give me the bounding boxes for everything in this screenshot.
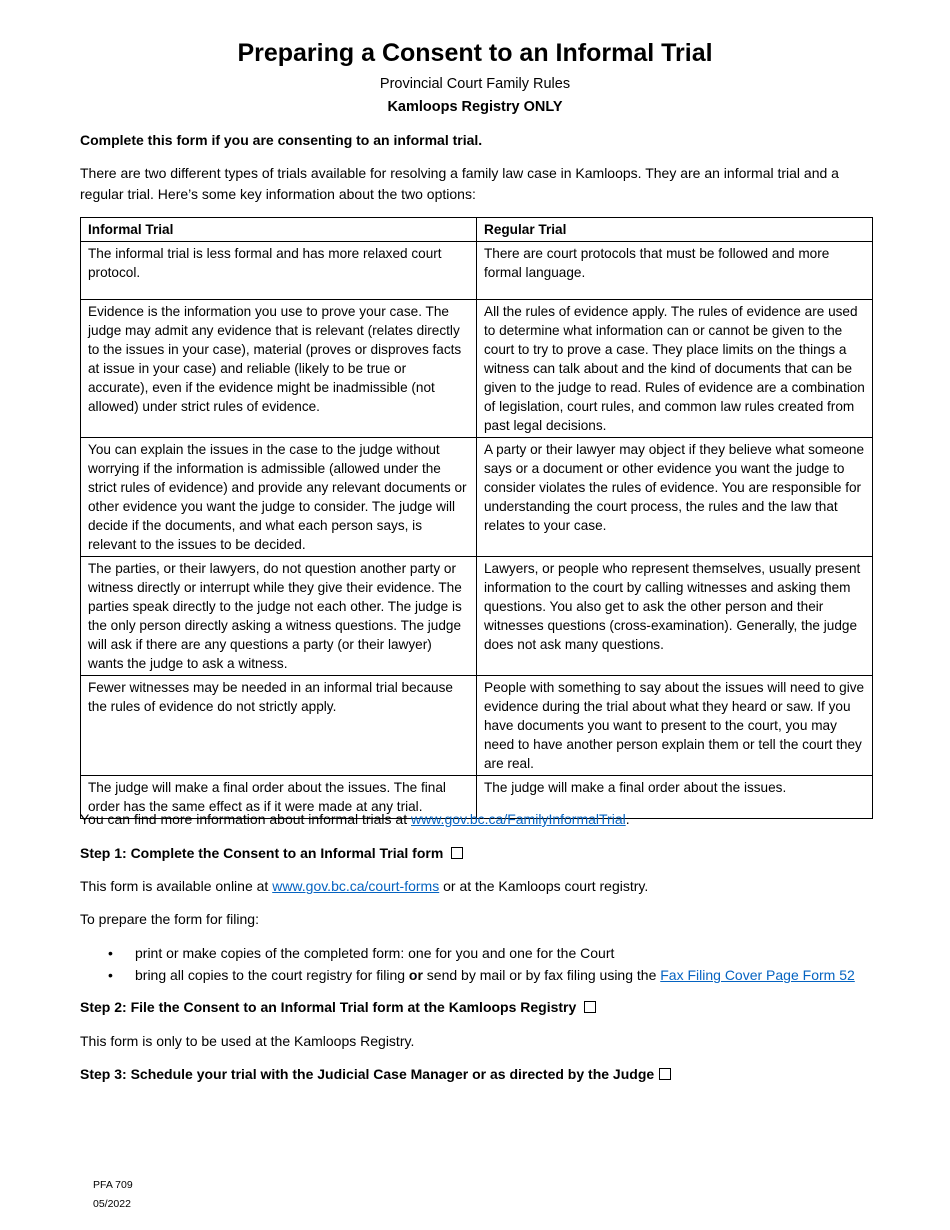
bullet-text-or: or [408, 967, 423, 983]
step-3-heading [80, 1064, 870, 1085]
family-informal-trial-link[interactable]: www.gov.bc.ca/FamilyInformalTrial [411, 811, 626, 827]
bullet-text-prefix: bring all copies to the court registry for filing [135, 967, 409, 983]
registry-only-note: This form is only to be used at the Kamloops Registry. [80, 1033, 415, 1049]
list-item [80, 942, 880, 964]
filing-steps-list [80, 942, 880, 986]
availability-suffix: or at the Kamloops court registry. [439, 878, 649, 894]
step-2-checkbox[interactable] [584, 1001, 596, 1013]
prepare-text: To prepare the form for filing: [80, 911, 259, 927]
step-1-heading [80, 843, 870, 864]
bullet-text: print or make copies of the completed form: one for you and one for the Court [135, 945, 615, 961]
table-row [81, 300, 873, 438]
table-row [81, 676, 873, 776]
informal-cell: The informal trial is less formal and has more relaxed court protocol. [81, 242, 477, 300]
regular-cell: Lawyers, or people who represent themselves, usually present information to the court by calling witnesses and asking them questions. You also get to ask the other person and their witnesses questions (cross-examination). Generally, the judge does not ask many questions. [477, 557, 873, 676]
fax-filing-cover-page-link[interactable]: Fax Filing Cover Page Form 52 [660, 967, 855, 983]
bullet-text-mid: send by mail or by fax filing using the [422, 967, 661, 983]
form-availability-line [80, 876, 870, 897]
page-title: Preparing a Consent to an Informal Trial [237, 39, 713, 67]
step-2-heading [80, 997, 870, 1018]
header-informal-trial: Informal Trial [81, 218, 477, 242]
registry-note: Kamloops Registry ONLY [387, 99, 563, 115]
step-3-label: Step 3: Schedule your trial with the Judicial Case Manager or as directed by the Judge [80, 1066, 655, 1082]
bullet-icon: • [108, 945, 113, 961]
comparison-table [80, 217, 873, 819]
regular-cell: There are court protocols that must be followed and more formal language. [477, 242, 873, 300]
page-subtitle: Provincial Court Family Rules [379, 76, 571, 92]
informal-cell: Evidence is the information you use to prove your case. The judge may admit any evidence that is relevant (relates directly to the issues in your case), material (proves or disproves facts at issue in your case) and reliable (likely to be true or accurate), even if the evidence might be inadmissible (not allowed) under strict rules of evidence. [81, 300, 477, 438]
more-info-text: You can find more information about informal trials at [80, 811, 411, 827]
informal-cell: Fewer witnesses may be needed in an informal trial because the rules of evidence do not strictly apply. [81, 676, 477, 776]
table-header-row [81, 218, 873, 242]
step-3-checkbox[interactable] [659, 1068, 671, 1080]
header-regular-trial: Regular Trial [477, 218, 873, 242]
form-number: PFA 709 [93, 1179, 133, 1191]
regular-cell: All the rules of evidence apply. The rules of evidence are used to determine what information can or cannot be given to the court to try to prove a case. They place limits on the things a witness can talk about and the kind of documents that can be given to the judge to read. Rules of evidence are a combination of legislation, court rules, and common law rules created from past legal decisions. [477, 300, 873, 438]
regular-cell: People with something to say about the issues will need to give evidence during the trial about what they heard or saw. If you have documents you want to present to the court, you may need to have another person explain them or tell the court they are real. [477, 676, 873, 776]
informal-cell: You can explain the issues in the case to the judge without worrying if the information is admissible (allowed under the strict rules of evidence) and provide any relevant documents or other evidence you want the judge to consider. The judge will decide if the documents, and what each person says, is relevant to the issues to be decided. [81, 438, 477, 557]
step-1-checkbox[interactable] [451, 847, 463, 859]
regular-cell: A party or their lawyer may object if they believe what someone says or a document or other evidence you want the judge to consider violates the rules of evidence. You are responsible for understanding the court process, the rules and the law that relates to your case. [477, 438, 873, 557]
intro-paragraph: There are two different types of trials available for resolving a family law case in Kamloops. They are an informal trial and a regular trial. Here’s some key information about the two options: [80, 165, 839, 202]
more-info-line [80, 809, 870, 830]
table-row [81, 242, 873, 300]
regular-cell: The judge will make a final order about the issues. [477, 776, 873, 819]
step-2-label: Step 2: File the Consent to an Informal Trial form at the Kamloops Registry [80, 999, 577, 1015]
table-row [81, 438, 873, 557]
table-row [81, 557, 873, 676]
step-1-label: Step 1: Complete the Consent to an Informal Trial form [80, 845, 444, 861]
more-info-end: . [625, 811, 630, 827]
list-item [80, 964, 880, 986]
bullet-icon: • [108, 967, 113, 983]
form-date: 05/2022 [93, 1198, 131, 1210]
availability-prefix: This form is available online at [80, 878, 273, 894]
informal-cell: The parties, or their lawyers, do not question another party or witness directly or interrupt while they give their evidence. The parties speak directly to the judge not each other. The judge is the only person directly asking a witness questions. The judge will ask if there are any questions a party (or their lawyer) wants the judge to ask a witness. [81, 557, 477, 676]
instruction-text: Complete this form if you are consenting to an informal trial. [80, 132, 483, 148]
court-forms-link[interactable]: www.gov.bc.ca/court-forms [272, 878, 440, 894]
informal-cell: The judge will make a final order about the issues. The final order has the same effect as if it were made at any trial. [81, 776, 477, 819]
